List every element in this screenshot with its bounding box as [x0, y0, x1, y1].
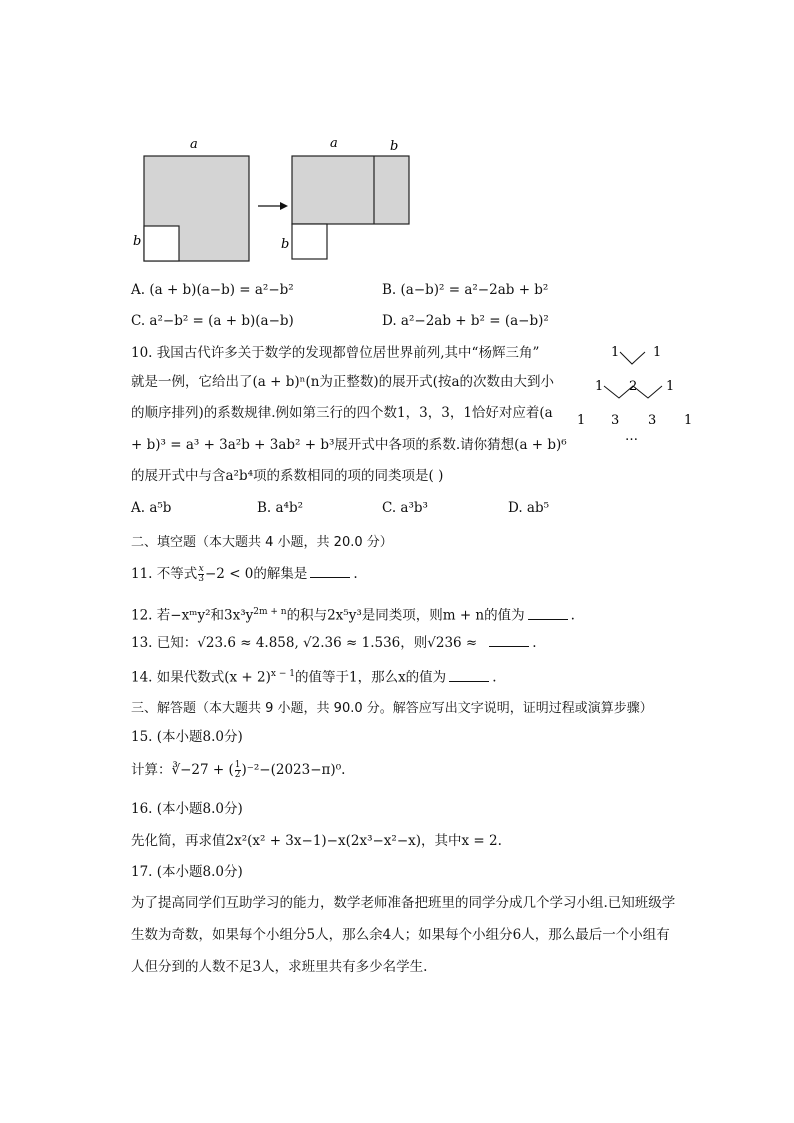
q15-pre: 计算：∛−27 + ( — [131, 762, 234, 778]
tri-r3-c: 3 — [648, 413, 657, 428]
q14 — [131, 665, 496, 687]
right-rectangle — [292, 156, 409, 224]
q11-answer-blank[interactable] — [310, 565, 350, 578]
q14-post: 的值等于1，那么x的值为 — [294, 669, 447, 686]
q14-pre: 14. 如果代数式(x + 2) — [131, 669, 271, 686]
q10-line-3: 的顺序排列)的系数规律.例如第三行的四个数1，3，3，1恰好对应着(a — [131, 405, 553, 421]
q11-fraction — [198, 565, 204, 584]
q9-option-c: C. a²−b² = (a + b)(a−b) — [131, 313, 294, 329]
tri-r1-b: 1 — [653, 345, 662, 360]
left-small-square — [144, 226, 179, 261]
q15-body — [131, 761, 345, 780]
q10-option-a: A. a⁵b — [131, 500, 172, 516]
q15-number: 15. (本小题8.0分) — [131, 729, 243, 745]
yanghui-triangle — [570, 340, 700, 445]
q9-option-d: D. a²−2ab + b² = (a−b)² — [382, 313, 549, 329]
q11-pre: 11. 不等式 — [131, 566, 198, 582]
q14-end: . — [492, 669, 497, 686]
q13-text: 13. 已知：√23.6 ≈ 4.858, √2.36 ≈ 1.536，则√236 ≈ — [131, 635, 478, 651]
label-b-right-top: b — [390, 139, 399, 154]
q11-mid: −2 < 0的解集是 — [205, 566, 308, 582]
arrow-head-icon — [280, 202, 288, 210]
label-b-right-bottom: b — [281, 237, 290, 252]
triangle-lines-row1 — [620, 352, 645, 364]
q15-frac-num: 1 — [234, 760, 241, 770]
tri-ellipsis: … — [625, 429, 638, 444]
q11-post: . — [353, 566, 358, 582]
q14-sup: x − 1 — [270, 669, 295, 679]
q16-number: 16. (本小题8.0分) — [131, 801, 243, 817]
q12-end: . — [570, 607, 575, 624]
q10-line-5: 的展开式中与含a²b⁴项的系数相同的项的同类项是( ) — [131, 468, 444, 484]
q12-post: 的积与2x⁵y³是同类项，则m + n的值为 — [286, 607, 525, 624]
label-a-left: a — [190, 137, 198, 152]
figure-squares — [130, 135, 420, 265]
tri-r3-a: 1 — [577, 413, 586, 428]
q17-line-2: 生数为奇数，如果每个小组分5人，那么余4人；如果每个小组分6人，那么最后一个小组有 — [131, 927, 670, 943]
q14-answer-blank[interactable] — [449, 669, 489, 682]
q17-line-1: 为了提高同学们互助学习的能力，数学老师准备把班里的同学分成几个学习小组.已知班级学 — [131, 895, 676, 911]
q9-option-b: B. (a−b)² = a²−2ab + b² — [382, 282, 549, 298]
q12-pre: 12. 若−xᵐy²和3x³y — [131, 607, 254, 624]
q15-frac-den: 2 — [234, 770, 241, 780]
tri-r3-b: 3 — [611, 413, 620, 428]
q15-post: )⁻²−(2023−π)⁰. — [241, 762, 346, 778]
label-b-left: b — [133, 234, 142, 249]
q10-option-c: C. a³b³ — [382, 500, 428, 516]
q12 — [131, 603, 575, 625]
q15-fraction — [235, 761, 241, 780]
tri-r2-a: 1 — [595, 379, 604, 394]
label-a-right: a — [330, 136, 338, 151]
q13-answer-blank[interactable] — [489, 634, 529, 647]
q10-option-d: D. ab⁵ — [508, 500, 550, 516]
q11 — [131, 565, 358, 584]
q16-body: 先化简，再求值2x²(x² + 3x−1)−x(2x³−x²−x)，其中x = 2. — [131, 833, 502, 849]
q12-answer-blank[interactable] — [528, 607, 568, 620]
q10-option-b: B. a⁴b² — [257, 500, 304, 516]
section-2-title: 二、填空题（本大题共 4 小题，共 20.0 分） — [131, 535, 393, 550]
q13-end: . — [532, 635, 537, 651]
tri-r2-c: 1 — [666, 379, 675, 394]
tri-r2-b: 2 — [629, 379, 638, 394]
tri-r3-d: 1 — [684, 413, 693, 428]
q17-number: 17. (本小题8.0分) — [131, 864, 243, 880]
right-small-square — [292, 224, 327, 259]
tri-r1-a: 1 — [611, 345, 620, 360]
q9-option-a: A. (a + b)(a−b) = a²−b² — [131, 282, 294, 298]
q11-frac-num: x — [198, 564, 204, 574]
q11-frac-den: 3 — [198, 574, 204, 584]
q17-line-3: 人但分到的人数不足3人，求班里共有多少名学生. — [131, 959, 428, 975]
q12-sup: 2m + n — [253, 607, 287, 617]
q10-line-2: 就是一例，它给出了(a + b)ⁿ(n为正整数)的展开式(按a的次数由大到小 — [131, 374, 555, 390]
section-3-title: 三、解答题（本大题共 9 小题，共 90.0 分。解答应写出文字说明，证明过程或演算步骤） — [131, 701, 653, 716]
q10-line-1: 10. 我国古代许多关于数学的发现都曾位居世界前列,其中“杨辉三角” — [131, 345, 540, 361]
q13 — [131, 634, 537, 652]
q10-line-4: + b)³ = a³ + 3a²b + 3ab² + b³展开式中各项的系数.请你猜想(a + b)⁶ — [131, 437, 567, 453]
